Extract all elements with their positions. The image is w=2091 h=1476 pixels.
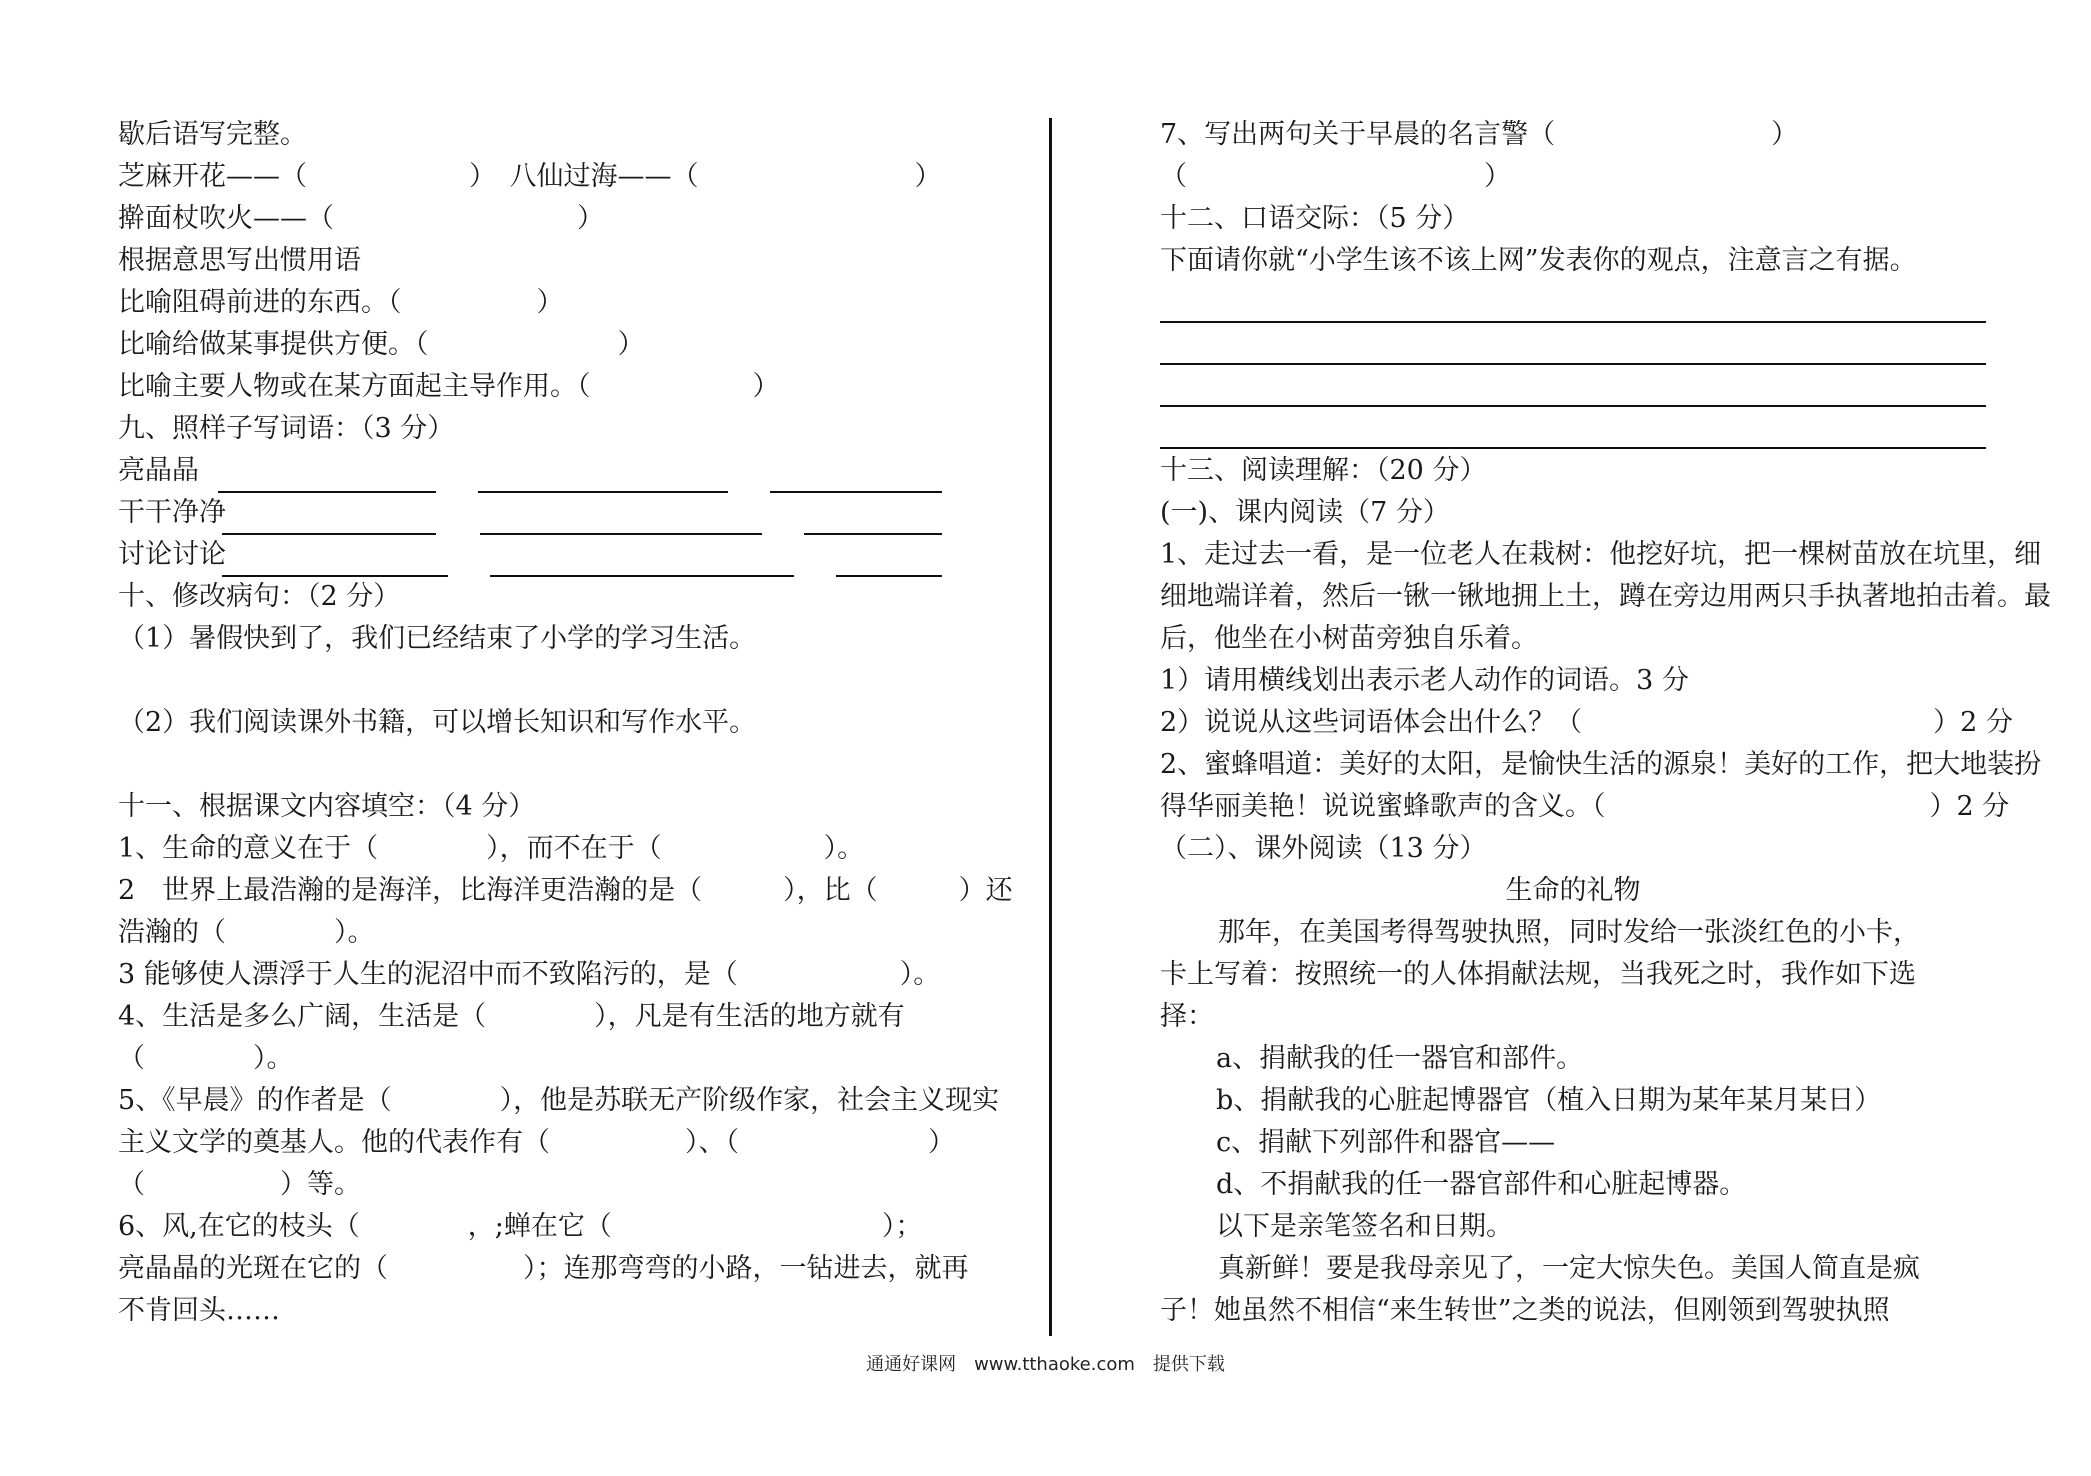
- answer-line: [480, 533, 762, 535]
- answer-line: [770, 491, 942, 493]
- writing-line: [1160, 321, 1986, 323]
- text-line: （ ）等。: [118, 1169, 361, 1200]
- section-heading: 十一、根据课文内容填空：（4 分）: [118, 791, 536, 822]
- column-divider: [1049, 118, 1052, 1336]
- text-line: 细地端详着，然后一锹一锹地拥上土，蹲在旁边用两只手执著地拍击着。最: [1160, 581, 2051, 612]
- text-line: （1）暑假快到了，我们已经结束了小学的学习生活。: [118, 623, 757, 654]
- text-line: 2）说说从这些词语体会出什么？（ ）2 分: [1160, 707, 2013, 738]
- text-line: 以下是亲笔签名和日期。: [1216, 1211, 1513, 1242]
- text-line: 真新鲜！要是我母亲见了，一定大惊失色。美国人简直是疯: [1218, 1253, 1920, 1284]
- answer-line: [804, 533, 942, 535]
- answer-line: [218, 491, 436, 493]
- example-word: 讨论讨论: [118, 539, 226, 570]
- answer-line: [490, 575, 794, 577]
- text-line: 5、《早晨》的作者是（ ），他是苏联无产阶级作家，社会主义现实: [118, 1085, 1000, 1116]
- section-heading: 十二、口语交际：（5 分）: [1160, 203, 1470, 234]
- option-item: b、捐献我的心脏起博器官（植入日期为某年某月某日）: [1216, 1085, 1882, 1116]
- passage-title: 生命的礼物: [1505, 875, 1641, 906]
- text-line: 比喻主要人物或在某方面起主导作用。（ ）: [118, 371, 780, 402]
- text-line: 子！她虽然不相信“来生转世”之类的说法，但刚领到驾驶执照: [1160, 1295, 1890, 1326]
- section-heading: 十三、阅读理解：（20 分）: [1160, 455, 1487, 486]
- text-line: （2）我们阅读课外书籍，可以增长知识和写作水平。: [118, 707, 757, 738]
- text-line: 那年，在美国考得驾驶执照，同时发给一张淡红色的小卡，: [1218, 917, 1920, 948]
- text-line: 2、蜜蜂唱道：美好的太阳，是愉快生活的源泉！美好的工作，把大地装扮: [1160, 749, 2042, 780]
- text-line: 4、生活是多么广阔，生活是（ ），凡是有生活的地方就有: [118, 1001, 905, 1032]
- text-line: 卡上写着：按照统一的人体捐献法规，当我死之时，我作如下选: [1160, 959, 1916, 990]
- text-line: 1、生命的意义在于（ ），而不在于（ ）。: [118, 833, 865, 864]
- answer-line: [836, 575, 942, 577]
- text-line: 2 世界上最浩瀚的是海洋，比海洋更浩瀚的是（ ），比（ ）还: [118, 875, 1013, 906]
- text-line: 比喻阻碍前进的东西。（ ）: [118, 287, 564, 318]
- text-line: 芝麻开花——（ ） 八仙过海——（ ）: [118, 161, 942, 192]
- writing-line: [1160, 363, 1986, 365]
- example-word: 干干净净: [118, 497, 226, 528]
- writing-line: [1160, 405, 1986, 407]
- page-footer: 通通好课网 www.tthaoke.com 提供下载: [866, 1354, 1225, 1375]
- text-line: 歇后语写完整。: [118, 119, 307, 150]
- text-line: 择：: [1160, 1001, 1214, 1032]
- section-heading: 十、修改病句：（2 分）: [118, 581, 401, 612]
- subsection-heading: (一)、课内阅读（7 分）: [1160, 497, 1450, 528]
- text-line: 1、走过去一看，是一位老人在栽树：他挖好坑，把一棵树苗放在坑里，细: [1160, 539, 2042, 570]
- option-item: d、不捐献我的任一器官部件和心脏起博器。: [1216, 1169, 1747, 1200]
- text-line: 7、写出两句关于早晨的名言警（ ）: [1160, 119, 1799, 150]
- example-word: 亮晶晶: [118, 455, 199, 486]
- text-line: 不肯回头……: [118, 1295, 280, 1326]
- text-line: 比喻给做某事提供方便。（ ）: [118, 329, 645, 360]
- option-item: c、捐献下列部件和器官——: [1216, 1127, 1556, 1158]
- text-line: 浩瀚的（ ）。: [118, 917, 375, 948]
- answer-line: [478, 491, 728, 493]
- text-line: 根据意思写出惯用语: [118, 245, 361, 276]
- text-line: （ ）。: [118, 1043, 294, 1074]
- text-line: 得华丽美艳！说说蜜蜂歌声的含义。（ ）2 分: [1160, 791, 2010, 822]
- text-line: 6、风,在它的枝头（ ，;蝉在它（ ）；: [118, 1211, 923, 1242]
- text-line: 主义文学的奠基人。他的代表作有（ ）、（ ）: [118, 1127, 955, 1158]
- answer-line: [222, 533, 436, 535]
- text-line: 下面请你就“小学生该不该上网”发表你的观点，注意言之有据。: [1160, 245, 1917, 276]
- text-line: 3 能够使人漂浮于人生的泥沼中而不致陷污的，是（ ）。: [118, 959, 941, 990]
- text-line: 后，他坐在小树苗旁独自乐着。: [1160, 623, 1538, 654]
- text-line: 亮晶晶的光斑在它的（ ）；连那弯弯的小路，一钻进去，就再: [118, 1253, 969, 1284]
- text-line: 擀面杖吹火——（ ）: [118, 203, 604, 234]
- text-line: 1）请用横线划出表示老人动作的词语。3 分: [1160, 665, 1689, 696]
- option-item: a、捐献我的任一器官和部件。: [1216, 1043, 1584, 1074]
- writing-line: [1160, 447, 1986, 449]
- section-heading: 九、照样子写词语：（3 分）: [118, 413, 455, 444]
- subsection-heading: （二）、课外阅读（13 分）: [1160, 833, 1487, 864]
- text-line: （ ）: [1160, 161, 1511, 192]
